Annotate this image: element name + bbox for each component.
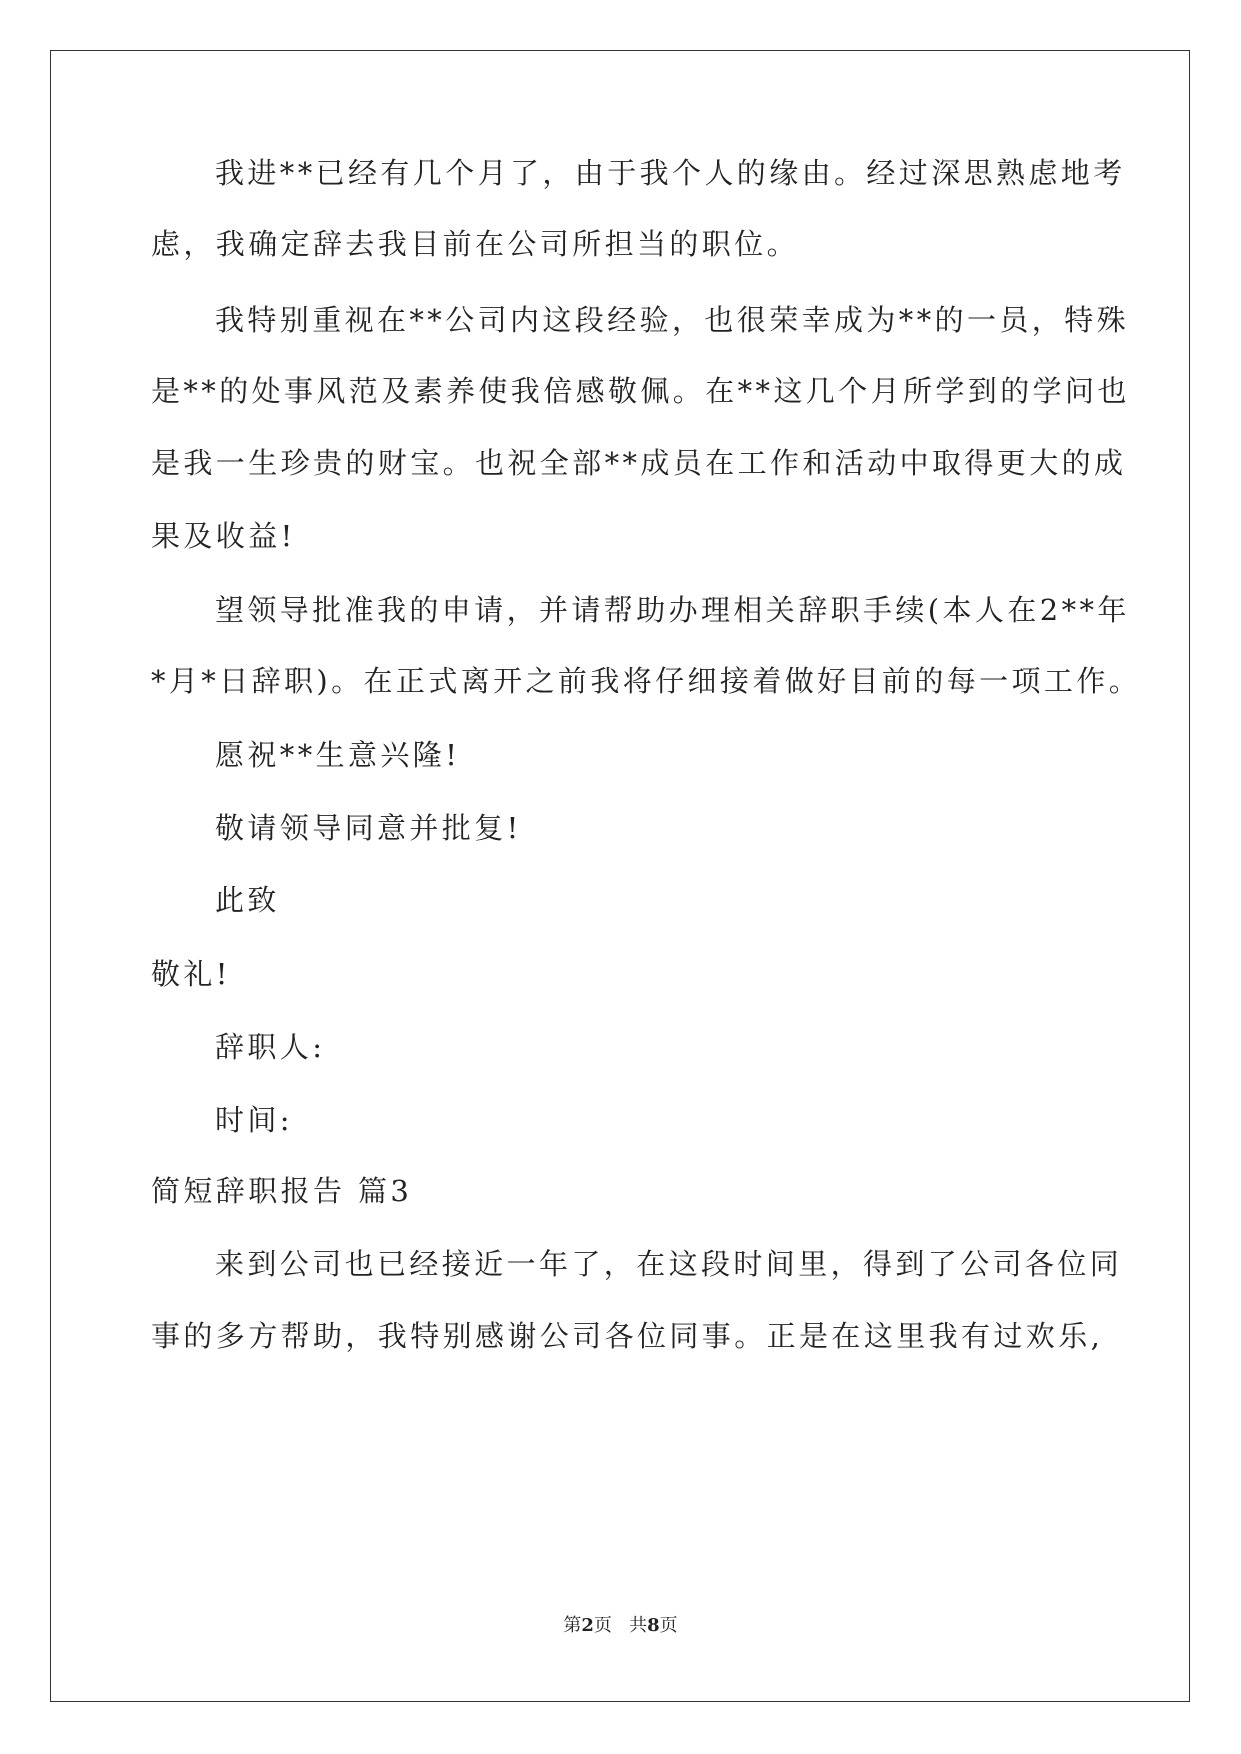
paragraph-line: 是我一生珍贵的财宝。也祝全部**成员在工作和活动中取得更大的成 (151, 446, 1127, 480)
paragraph-line: *月*日辞职)。在正式离开之前我将仔细接着做好目前的每一项工作。 (151, 664, 1142, 698)
signer-label: 辞职人: (215, 1030, 326, 1064)
closing-line: 此致 (215, 883, 280, 917)
paragraph-line: 是**的处事风范及素养使我倍感敬佩。在**这几个月所学到的学问也 (151, 374, 1130, 408)
footer-middle: 页 共 (593, 1615, 648, 1636)
salutation-line: 敬礼! (151, 957, 231, 991)
paragraph-line: 虑，我确定辞去我目前在公司所担当的职位。 (151, 227, 800, 261)
section-heading: 简短辞职报告 篇3 (151, 1174, 413, 1208)
request-line: 敬请领导同意并批复! (215, 811, 522, 845)
paragraph-line: 事的多方帮助，我特别感谢公司各位同事。正是在这里我有过欢乐, (151, 1319, 1104, 1353)
footer-suffix: 页 (659, 1615, 678, 1636)
date-label: 时间: (215, 1103, 293, 1137)
paragraph-line: 我特别重视在**公司内这段经验，也很荣幸成为**的一员，特殊 (215, 303, 1130, 337)
paragraph-line: 我进**已经有几个月了，由于我个人的缘由。经过深思熟虑地考 (215, 156, 1126, 190)
current-page-number: 2 (581, 1615, 594, 1636)
page-border (50, 50, 1190, 1702)
total-pages-number: 8 (647, 1615, 660, 1636)
paragraph-line: 望领导批准我的申请，并请帮助办理相关辞职手续(本人在2**年 (215, 593, 1130, 627)
paragraph-line: 果及收益! (151, 519, 296, 553)
greeting-line: 愿祝**生意兴隆! (215, 738, 461, 772)
footer-prefix: 第 (563, 1615, 582, 1636)
page-footer (0, 1614, 1241, 1638)
paragraph-line: 来到公司也已经接近一年了，在这段时间里，得到了公司各位同 (215, 1247, 1123, 1281)
